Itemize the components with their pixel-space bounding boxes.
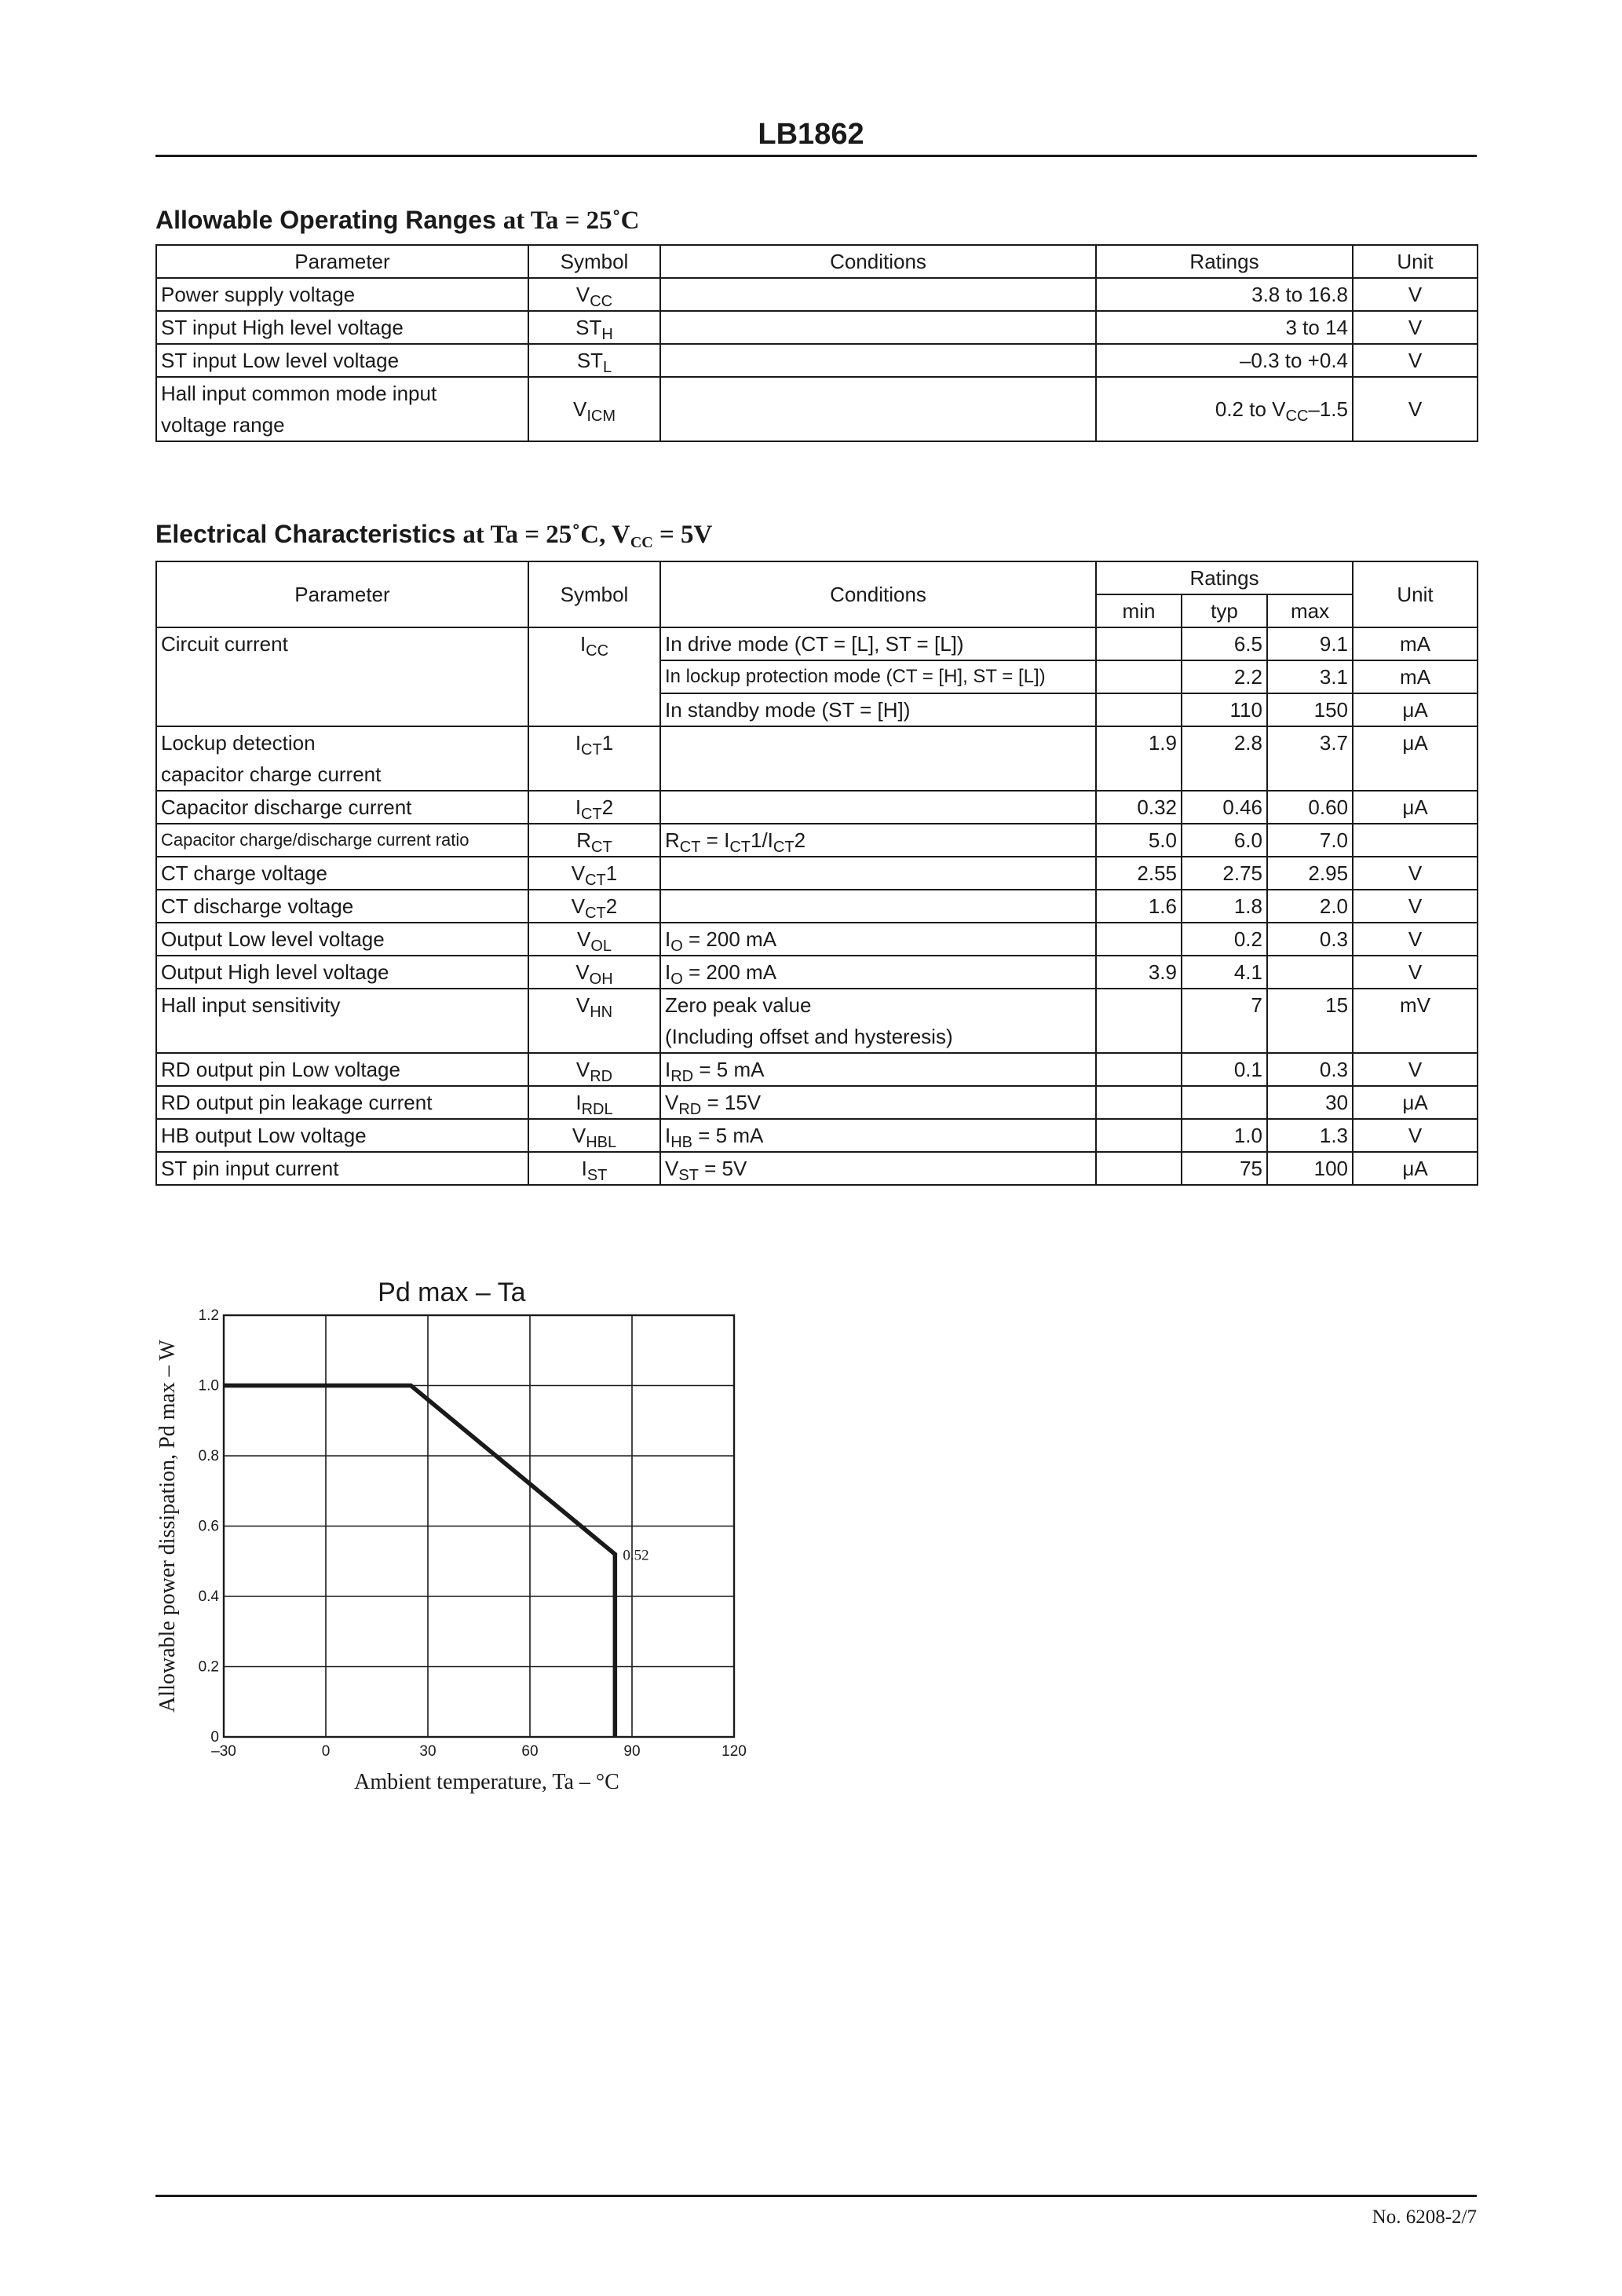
conditions-cell: In lockup protection mode (CT = [H], ST = [L]) [660,660,1096,693]
electrical-condition: at Ta = 25˚C, $V_{CC} = 5V$ [462,521,713,551]
min-cell [1096,693,1182,726]
min-cell [1096,627,1182,660]
y-tick-label: 0.8 [198,1448,219,1464]
min-cell [1096,1152,1182,1185]
unit-cell: μA [1353,1152,1478,1185]
symbol-cell: $R_{CT}$ [528,824,660,857]
annotation-label: 0.52 [623,1547,649,1564]
unit-cell: μA [1353,693,1478,726]
table-row [156,791,1478,824]
typ-cell: 6.0 [1182,824,1267,857]
operating-ranges-heading [155,206,640,236]
symbol-cell: $V_{CT}2$ [528,890,660,923]
symbol-cell: $ST_L$ [528,344,660,377]
typ-cell: 0.2 [1182,923,1267,956]
operating-ranges-condition: at Ta = 25˚C [502,207,640,235]
symbol-cell: $I_{CT}2$ [528,791,660,824]
conditions-cell: $V_{RD} = 15V$ [660,1086,1096,1119]
pd-max-ta-chart [149,1264,777,1806]
param-cell: Hall input common mode input voltage range [156,377,528,441]
conditions-cell: $I_{RD} = 5$ mA [660,1053,1096,1086]
conditions-cell [660,311,1096,344]
x-tick-label: 60 [521,1743,539,1760]
symbol-cell: $V_{CT}1$ [528,857,660,890]
min-cell: 5.0 [1096,824,1182,857]
typ-cell [1182,1086,1267,1119]
y-tick-label: 0 [210,1729,219,1746]
col-conditions: Conditions [660,561,1096,627]
operating-ranges-title: Allowable Operating Ranges [155,206,496,234]
max-cell: 100 [1267,1152,1353,1185]
min-cell: 1.9 [1096,726,1182,791]
unit-cell: mV [1353,989,1478,1053]
typ-cell: 6.5 [1182,627,1267,660]
electrical-table [155,561,1478,1186]
col-parameter: Parameter [156,245,528,278]
footer-rule [155,2195,1477,2197]
unit-cell: V [1353,1053,1478,1086]
conditions-cell: $I_O = 200$ mA [660,956,1096,989]
table-row [156,890,1478,923]
table-header-row [156,245,1478,278]
unit-cell: μA [1353,791,1478,824]
conditions-cell [660,890,1096,923]
table-row [156,1053,1478,1086]
unit-cell: V [1353,344,1478,377]
conditions-cell [660,344,1096,377]
min-cell [1096,989,1182,1053]
rating-cell: 3 to 14 [1096,311,1353,344]
col-ratings: Ratings [1096,561,1353,594]
unit-cell: mA [1353,660,1478,693]
max-cell: 9.1 [1267,627,1353,660]
header-rule [155,155,1477,157]
typ-cell: 0.1 [1182,1053,1267,1086]
x-tick-label: 0 [321,1743,331,1760]
conditions-cell [660,726,1096,791]
col-conditions: Conditions [660,245,1096,278]
x-tick-label: 30 [419,1743,437,1760]
document-number: No. 6208-2/7 [1372,2206,1477,2228]
conditions-cell: Zero peak value (Including offset and hysteresis) [660,989,1096,1053]
min-cell [1096,1119,1182,1152]
conditions-cell: $R_{CT} = I_{CT}1/I_{CT}2$ [660,824,1096,857]
param-cell: Output High level voltage [156,956,528,989]
col-parameter: Parameter [156,561,528,627]
table-row [156,377,1478,441]
param-cell: HB output Low voltage [156,1119,528,1152]
operating-ranges-table [155,244,1478,442]
max-cell [1267,956,1353,989]
min-cell: 2.55 [1096,857,1182,890]
symbol-cell: $V_{CC}$ [528,278,660,311]
y-tick-label: 1.2 [198,1307,219,1324]
y-tick-label: 1.0 [198,1377,219,1395]
y-tick-label: 0.4 [198,1589,219,1605]
max-cell: 0.3 [1267,1053,1353,1086]
table-row [156,857,1478,890]
table-header-row [156,561,1478,594]
min-cell [1096,1053,1182,1086]
max-cell: 7.0 [1267,824,1353,857]
typ-cell: 2.8 [1182,726,1267,791]
param-cell: ST input Low level voltage [156,344,528,377]
symbol-cell: $I_{ST}$ [528,1152,660,1185]
symbol-cell: $V_{OL}$ [528,923,660,956]
x-tick-label: 120 [721,1743,747,1760]
table-row [156,1119,1478,1152]
symbol-cell: $V_{RD}$ [528,1053,660,1086]
table-row [156,278,1478,311]
min-cell [1096,923,1182,956]
col-min: min [1096,594,1182,627]
typ-cell: 4.1 [1182,956,1267,989]
typ-cell: 75 [1182,1152,1267,1185]
y-tick-label: 0.6 [198,1518,219,1535]
max-cell: 1.3 [1267,1119,1353,1152]
conditions-cell: $I_O = 200$ mA [660,923,1096,956]
col-unit: Unit [1353,245,1478,278]
unit-cell: mA [1353,627,1478,660]
param-cell: ST pin input current [156,1152,528,1185]
y-axis-label: Allowable power dissipation, Pd max – W [155,1340,180,1713]
x-tick-label: –30 [211,1743,236,1760]
unit-cell [1353,824,1478,857]
conditions-cell [660,278,1096,311]
symbol-cell: $V_{OH}$ [528,956,660,989]
unit-cell: V [1353,278,1478,311]
unit-cell: V [1353,956,1478,989]
max-cell: 0.60 [1267,791,1353,824]
param-cell: Circuit current [156,627,528,726]
col-max: max [1267,594,1353,627]
max-cell: 0.3 [1267,923,1353,956]
param-cell: Capacitor discharge current [156,791,528,824]
unit-cell: μA [1353,726,1478,791]
table-row [156,726,1478,791]
unit-cell: V [1353,857,1478,890]
conditions-cell: $I_{HB} = 5$ mA [660,1119,1096,1152]
max-cell: 150 [1267,693,1353,726]
unit-cell: V [1353,311,1478,344]
conditions-cell [660,857,1096,890]
rating-cell: –0.3 to +0.4 [1096,344,1353,377]
min-cell [1096,1086,1182,1119]
max-cell: 3.7 [1267,726,1353,791]
series-line [224,1386,615,1738]
symbol-cell: $I_{CT}1$ [528,726,660,791]
table-row [156,344,1478,377]
param-cell: Lockup detection capacitor charge current [156,726,528,791]
page-title: LB1862 [758,118,864,151]
conditions-cell: $V_{ST} = 5V$ [660,1152,1096,1185]
typ-cell: 110 [1182,693,1267,726]
table-row [156,824,1478,857]
x-axis-label: Ambient temperature, Ta – °C [354,1770,619,1794]
unit-cell: μA [1353,1086,1478,1119]
param-cell: RD output pin leakage current [156,1086,528,1119]
conditions-cell [660,791,1096,824]
chart-title: Pd max – Ta [378,1278,526,1307]
param-cell: Capacitor charge/discharge current ratio [156,824,528,857]
table-row [156,1152,1478,1185]
table-row [156,311,1478,344]
conditions-cell: In drive mode (CT = [L], ST = [L]) [660,627,1096,660]
typ-cell: 7 [1182,989,1267,1053]
param-cell: CT discharge voltage [156,890,528,923]
symbol-cell: $I_{CC}$ [528,627,660,726]
param-cell: Power supply voltage [156,278,528,311]
symbol-cell: $V_{ICM}$ [528,377,660,441]
symbol-cell: $V_{HBL}$ [528,1119,660,1152]
table-row [156,989,1478,1053]
typ-cell: 2.75 [1182,857,1267,890]
max-cell: 15 [1267,989,1353,1053]
table-row [156,956,1478,989]
unit-cell: V [1353,1119,1478,1152]
table-row [156,923,1478,956]
typ-cell: 1.0 [1182,1119,1267,1152]
max-cell: 30 [1267,1086,1353,1119]
table-row [156,1086,1478,1119]
typ-cell: 2.2 [1182,660,1267,693]
col-unit: Unit [1353,561,1478,627]
rating-cell: 3.8 to 16.8 [1096,278,1353,311]
symbol-cell: $V_{HN}$ [528,989,660,1053]
unit-cell: V [1353,923,1478,956]
electrical-characteristics-heading [155,520,712,550]
min-cell: 3.9 [1096,956,1182,989]
table-row [156,627,1478,660]
min-cell: 1.6 [1096,890,1182,923]
param-cell: Hall input sensitivity [156,989,528,1053]
rating-cell: 0.2 to $V_{CC}-1.5$ [1096,377,1353,441]
min-cell: 0.32 [1096,791,1182,824]
electrical-title: Electrical Characteristics [155,520,456,548]
param-cell: Output Low level voltage [156,923,528,956]
unit-cell: V [1353,890,1478,923]
max-cell: 3.1 [1267,660,1353,693]
typ-cell: 1.8 [1182,890,1267,923]
col-symbol: Symbol [528,245,660,278]
unit-cell: V [1353,377,1478,441]
min-cell [1096,660,1182,693]
param-cell: CT charge voltage [156,857,528,890]
col-ratings: Ratings [1096,245,1353,278]
typ-cell: 0.46 [1182,791,1267,824]
conditions-cell: In standby mode (ST = [H]) [660,693,1096,726]
max-cell: 2.95 [1267,857,1353,890]
max-cell: 2.0 [1267,890,1353,923]
col-symbol: Symbol [528,561,660,627]
param-cell: ST input High level voltage [156,311,528,344]
x-tick-label: 90 [623,1743,641,1760]
conditions-cell [660,377,1096,441]
symbol-cell: $I_{RDL}$ [528,1086,660,1119]
symbol-cell: $ST_H$ [528,311,660,344]
param-cell: RD output pin Low voltage [156,1053,528,1086]
col-typ: typ [1182,594,1267,627]
y-tick-label: 0.2 [198,1658,219,1676]
